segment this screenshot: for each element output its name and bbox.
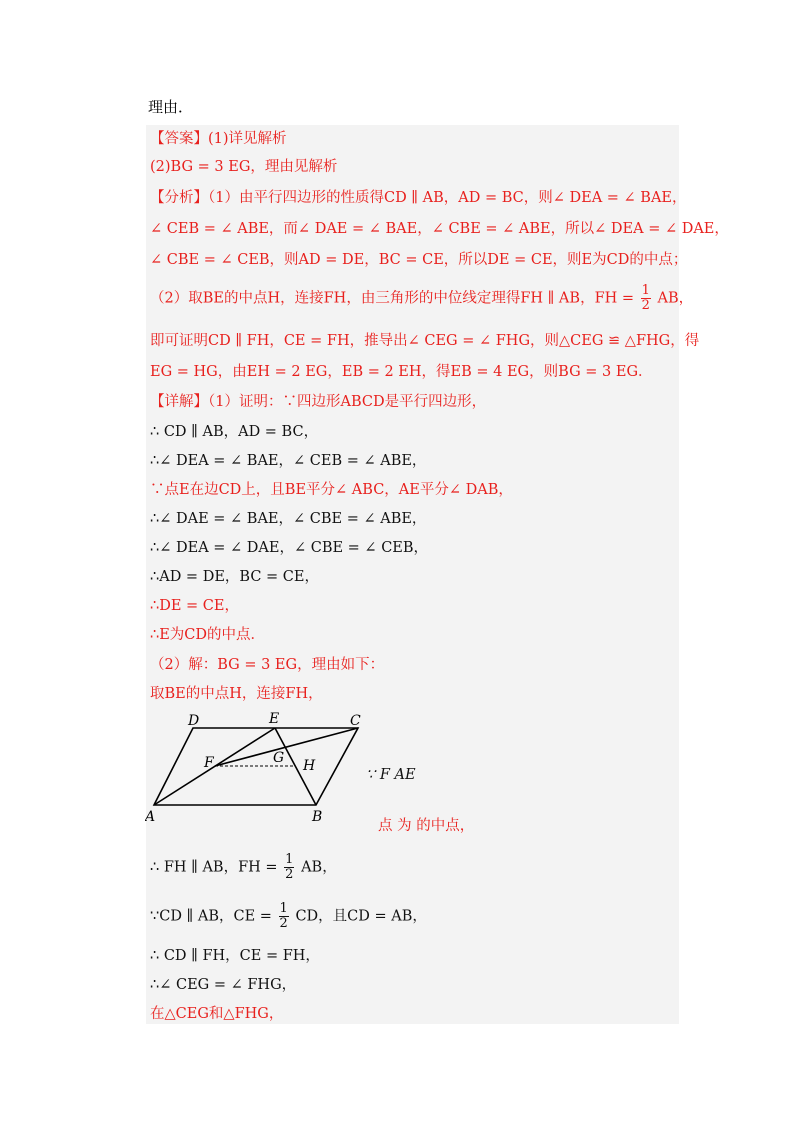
proof-step-10 (150, 902, 427, 931)
fraction-denominator-2: 2 (285, 867, 294, 882)
fraction-numerator: 1 (641, 283, 650, 298)
fraction-half-2 (284, 853, 294, 882)
analysis-line-1: 【分析】（1）由平行四边形的性质得CD ∥ AB，AD = BC，则∠ DEA = ∠ BAE， (150, 190, 687, 206)
analysis-line-6: EG = HG，由EH = 2 EG，EB = 2 EH，得EB = 4 EG，则BG = 3 EG． (150, 364, 653, 380)
fraction-denominator-3: 2 (279, 916, 288, 931)
answer-part2: (2)BG = 3 EG，理由见解析 (150, 159, 338, 175)
analysis-line-5: 即可证明CD ∥ FH，CE = FH，推导出∠ CEG = ∠ FHG，则△CEG ≌ △FHG，得 (150, 333, 700, 349)
proof-step-10-text: ∵CD ∥ AB，CE = (150, 908, 272, 925)
proof-step-11: ∴ CD ∥ FH，CE = FH， (150, 948, 320, 964)
proof-step-4: ∴∠ DAE = ∠ BAE，∠ CBE = ∠ ABE， (150, 511, 427, 527)
fraction-half (641, 284, 651, 313)
label-c: C (350, 713, 361, 729)
proof-step-7: ∴DE = CE， (150, 598, 239, 614)
segment-fc (215, 728, 358, 766)
label-b: B (312, 809, 323, 825)
analysis-line-3: ∠ CBE = ∠ CEB，则AD = DE，BC = CE，所以DE = CE，则E为CD的中点； (150, 252, 688, 268)
label-g: G (273, 750, 285, 766)
proof-step-2: ∴∠ DEA = ∠ BAE，∠ CEB = ∠ ABE， (150, 453, 427, 469)
label-f: F (204, 755, 214, 771)
parallelogram-figure (145, 708, 375, 828)
label-a: A (145, 809, 156, 825)
proof-step-10-tail: CD，且CD = AB， (295, 908, 427, 925)
proof-step-9 (150, 853, 337, 882)
proof-step-3: ∵点E在边CD上，且BE平分∠ ABC，AE平分∠ DAB， (150, 482, 513, 498)
figure-note-2: 点 为 的中点， (378, 818, 475, 834)
part2-construction: 取BE的中点H，连接FH， (150, 686, 323, 702)
label-d: D (188, 713, 200, 729)
proof-step-13: 在△CEG和△FHG， (150, 1006, 284, 1022)
figure-note-1: ∵ F AE (366, 767, 416, 783)
proof-step-9-text: ∴ FH ∥ AB，FH = (150, 859, 278, 876)
answer-heading: 【答案】(1)详见解析 (150, 131, 287, 147)
fraction-half-3 (279, 902, 289, 931)
label-h: H (303, 758, 316, 774)
proof-step-1: ∴ CD ∥ AB，AD = BC， (150, 424, 319, 440)
proof-step-5: ∴∠ DEA = ∠ DAE，∠ CBE = ∠ CEB， (150, 540, 429, 556)
fraction-numerator-3: 1 (279, 901, 288, 916)
intro-text: 理由． (148, 98, 194, 116)
detail-heading: 【详解】（1）证明：∵四边形ABCD是平行四边形， (150, 394, 487, 410)
proof-step-12: ∴∠ CEG = ∠ FHG， (150, 977, 297, 993)
proof-step-6: ∴AD = DE，BC = CE， (150, 569, 319, 585)
label-e: E (269, 711, 280, 727)
analysis-line-4-tail: AB， (657, 290, 694, 307)
analysis-line-2: ∠ CEB = ∠ ABE，而∠ DAE = ∠ BAE，∠ CBE = ∠ ABE，所以∠ DEA = ∠ DAE， (150, 221, 729, 237)
proof-step-9-tail: AB， (301, 859, 337, 876)
fraction-denominator: 2 (641, 298, 650, 313)
proof-step-8: ∴E为CD的中点． (150, 627, 266, 643)
fraction-numerator-2: 1 (285, 852, 294, 867)
part2-heading: （2）解：BG = 3 EG，理由如下： (150, 657, 385, 673)
analysis-line-4 (150, 284, 693, 313)
analysis-line-4-text: （2）取BE的中点H，连接FH，由三角形的中位线定理得FH ∥ AB，FH = (150, 290, 635, 307)
